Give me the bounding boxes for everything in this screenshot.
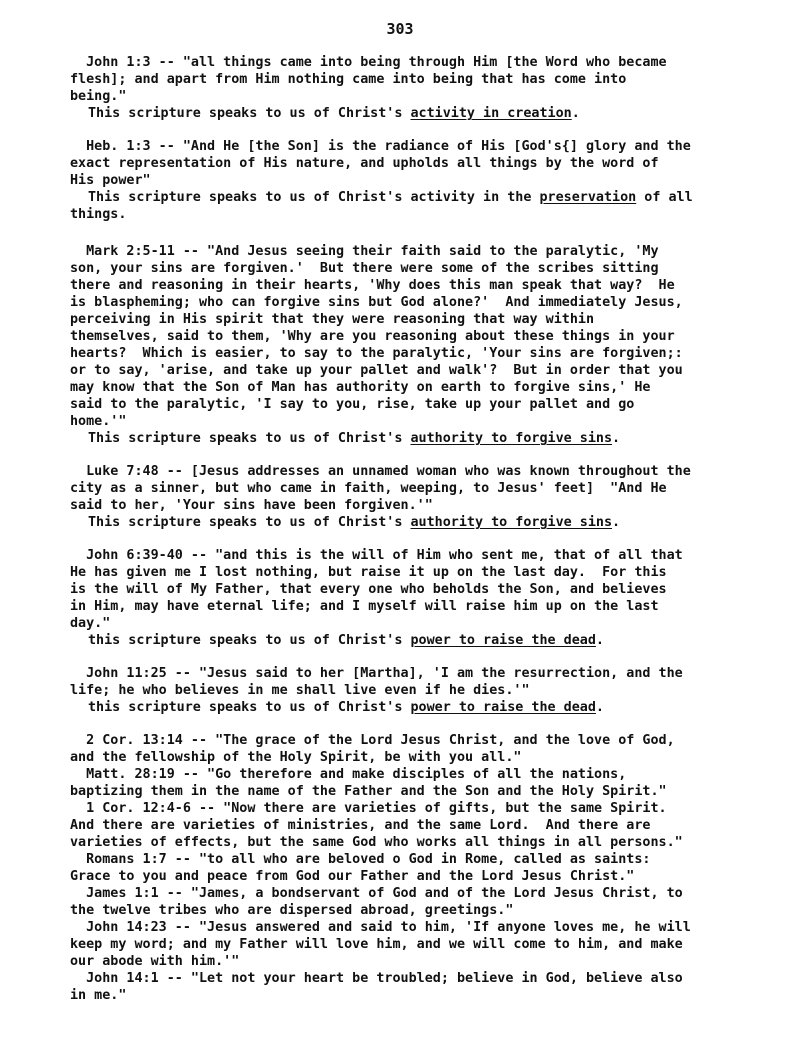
- verse-line: may know that the Son of Man has authority on earth to forgive sins,' He: [70, 380, 651, 395]
- verse-line: city as a sinner, but who came in faith, weeping, to Jesus' feet] "And He: [70, 481, 667, 496]
- passage-luke-7-48: [70, 463, 736, 531]
- verse-line: there and reasoning in their hearts, 'Why does this man speak that way? He: [70, 278, 675, 293]
- verse-line: or to say, 'arise, and take up your pallet and walk'? But in order that you: [70, 363, 683, 378]
- commentary-line: [70, 514, 736, 531]
- verse-line: hearts? Which is easier, to say to the paralytic, 'Your sins are forgiven;:: [70, 346, 683, 361]
- commentary-text: .: [571, 106, 580, 121]
- underlined-emphasis: preservation: [539, 190, 637, 205]
- verse-line: John 11:25 -- "Jesus said to her [Martha], 'I am the resurrection, and the: [70, 666, 683, 681]
- verse-line: He has given me I lost nothing, but raise it up on the last day. For this: [70, 565, 667, 580]
- verse-line: exact representation of His nature, and upholds all things by the word of: [70, 156, 659, 171]
- commentary-text: .: [595, 633, 604, 648]
- verse-line: Luke 7:48 -- [Jesus addresses an unnamed woman who was known throughout the: [70, 464, 691, 479]
- verse-line: His power": [70, 173, 151, 188]
- verse-line: 2 Cor. 13:14 -- "The grace of the Lord Jesus Christ, and the love of God,: [70, 733, 675, 748]
- commentary-line: things.: [70, 207, 127, 222]
- verse-line: in me.": [70, 988, 127, 1003]
- verse-line: life; he who believes in me shall live even if he dies.'": [70, 683, 530, 698]
- verse-line: John 6:39-40 -- "and this is the will of Him who sent me, that of all that: [70, 548, 683, 563]
- commentary-text: This scripture speaks to us of Christ's: [88, 515, 411, 530]
- verse-line: John 14:23 -- "Jesus answered and said to him, 'If anyone loves me, he will: [70, 920, 691, 935]
- verse-line: flesh]; and apart from Him nothing came into being that has come into: [70, 72, 627, 87]
- verse-line: Romans 1:7 -- "to all who are beloved o God in Rome, called as saints:: [70, 852, 651, 867]
- verse-line: and the fellowship of the Holy Spirit, be with you all.": [70, 750, 522, 765]
- verse-line: James 1:1 -- "James, a bondservant of God and of the Lord Jesus Christ, to: [70, 886, 683, 901]
- commentary-line: [70, 699, 736, 716]
- underlined-emphasis: authority to forgive sins: [410, 431, 613, 446]
- verse-line: perceiving in His spirit that they were reasoning that way within: [70, 312, 595, 327]
- commentary-line: [70, 632, 736, 649]
- verse-line: varieties of effects, but the same God who works all things in all persons.": [70, 835, 683, 850]
- underlined-emphasis: power to raise the dead: [410, 633, 596, 648]
- commentary-text: of all: [636, 190, 693, 205]
- commentary-text: this scripture speaks to us of Christ's: [88, 633, 411, 648]
- verse-line: John 14:1 -- "Let not your heart be troubled; believe in God, believe also: [70, 971, 683, 986]
- page-number: 303: [386, 20, 414, 38]
- verse-line: home.'": [70, 414, 127, 429]
- trinity-references-block: [70, 732, 736, 1004]
- verse-line: son, your sins are forgiven.' But there were some of the scribes sitting: [70, 261, 659, 276]
- verse-line: day.": [70, 616, 111, 631]
- verse-line: being.": [70, 89, 127, 104]
- verse-line: said to the paralytic, 'I say to you, rise, take up your pallet and go: [70, 397, 635, 412]
- commentary-text: This scripture speaks to us of Christ's: [88, 431, 411, 446]
- verse-line: themselves, said to them, 'Why are you reasoning about these things in your: [70, 329, 675, 344]
- verse-line: Grace to you and peace from God our Father and the Lord Jesus Christ.": [70, 869, 635, 884]
- verse-line: keep my word; and my Father will love him, and we will come to him, and make: [70, 937, 683, 952]
- verse-line: is blaspheming; who can forgive sins but God alone?' And immediately Jesus,: [70, 295, 683, 310]
- underlined-emphasis: authority to forgive sins: [410, 515, 613, 530]
- commentary-text: .: [612, 515, 621, 530]
- commentary-text: .: [595, 700, 604, 715]
- verse-line: 1 Cor. 12:4-6 -- "Now there are varieties of gifts, but the same Spirit.: [70, 801, 667, 816]
- commentary-text: This scripture speaks to us of Christ's activity in the: [88, 190, 540, 205]
- passage-heb-1-3: [70, 138, 736, 223]
- verse-line: our abode with him.'": [70, 954, 240, 969]
- passage-john-6-39-40: [70, 547, 736, 649]
- verse-line: baptizing them in the name of the Father and the Son and the Holy Spirit.": [70, 784, 667, 799]
- verse-line: the twelve tribes who are dispersed abroad, greetings.": [70, 903, 514, 918]
- commentary-line: [70, 189, 736, 206]
- commentary-line: [70, 430, 736, 447]
- verse-line: Matt. 28:19 -- "Go therefore and make disciples of all the nations,: [70, 767, 627, 782]
- verse-line: in Him, may have eternal life; and I myself will raise him up on the last: [70, 599, 659, 614]
- page-body: [70, 54, 736, 1004]
- commentary-text: This scripture speaks to us of Christ's: [88, 106, 411, 121]
- verse-line: And there are varieties of ministries, and the same Lord. And there are: [70, 818, 651, 833]
- verse-line: John 1:3 -- "all things came into being through Him [the Word who became: [70, 55, 667, 70]
- passage-john-11-25: [70, 665, 736, 716]
- passage-john-1-3: [70, 54, 736, 122]
- verse-line: said to her, 'Your sins have been forgiven.'": [70, 498, 433, 513]
- commentary-text: .: [612, 431, 621, 446]
- verse-line: Heb. 1:3 -- "And He [the Son] is the radiance of His [God's{] glory and the: [70, 139, 691, 154]
- passage-mark-2-5-11: [70, 243, 736, 447]
- verse-line: is the will of My Father, that every one who beholds the Son, and believes: [70, 582, 667, 597]
- commentary-line: [70, 105, 736, 122]
- underlined-emphasis: activity in creation: [410, 106, 572, 121]
- verse-line: Mark 2:5-11 -- "And Jesus seeing their faith said to the paralytic, 'My: [70, 244, 659, 259]
- commentary-text: this scripture speaks to us of Christ's: [88, 700, 411, 715]
- underlined-emphasis: power to raise the dead: [410, 700, 596, 715]
